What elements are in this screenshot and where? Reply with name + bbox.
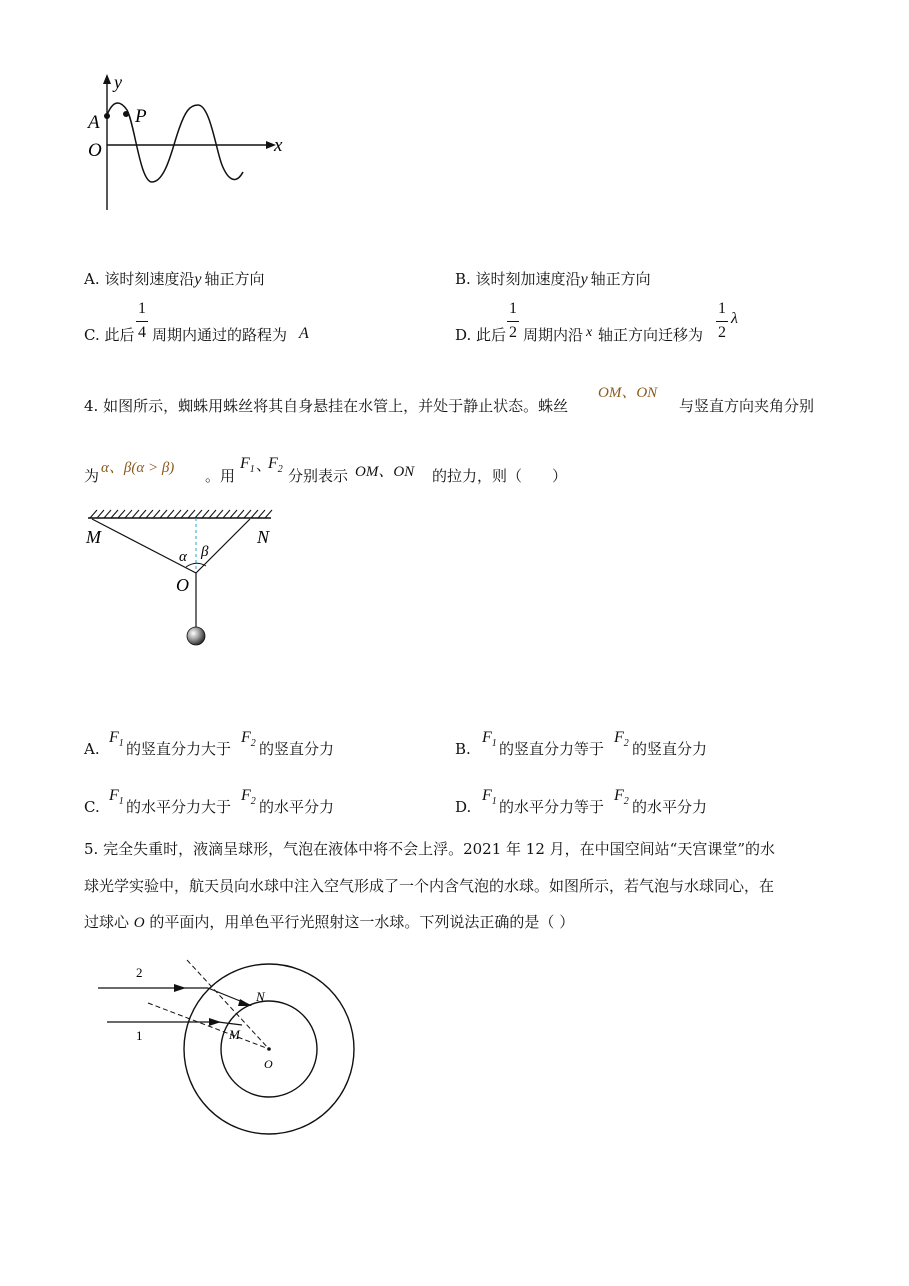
q4-option-a-f2: $F_2$ (241, 729, 256, 750)
q4-line2-mid: 。用 (205, 467, 236, 485)
q3-option-c-num: 1 (138, 300, 146, 317)
q4-angles: α、β(α > β) (101, 460, 175, 476)
q3-option-c-post: 周期内通过的路程为 (152, 326, 288, 344)
water-ball-figure (90, 955, 370, 1145)
q4-om-on2: OM、ON (355, 464, 415, 480)
q4-stem-line2 (84, 466, 99, 486)
wave-figure (80, 70, 300, 220)
ray-2-normal (187, 960, 269, 1049)
ray-1-refracted (218, 1022, 242, 1025)
y-axis-arrow (103, 74, 111, 84)
q4-option-d-end: 的水平分力 (632, 798, 708, 816)
q5-stem-line3 (84, 912, 574, 933)
a-label: A (88, 112, 100, 133)
q3-option-a-rest: 轴正方向 (204, 270, 265, 288)
n-label: N (257, 527, 270, 547)
q3-option-b-rest: 轴正方向 (590, 270, 651, 288)
q4-option-c-label: C. (84, 798, 100, 816)
q3-option-d-den2: 2 (718, 324, 726, 341)
q4-option-c-f2: $F_2$ (241, 787, 256, 808)
o-label-q5: O (264, 1057, 273, 1071)
q4-option-d-label: D. (455, 798, 472, 816)
ray-1-normal (148, 1003, 269, 1049)
q4-line2-mid2: 分别表示 (288, 467, 349, 485)
q4-stem-line1 (84, 396, 568, 416)
q4-option-d-mid: 的水平分力等于 (499, 798, 605, 816)
q3-option-b-text: B. 该时刻加速度沿 (455, 270, 581, 288)
fraction-bar (716, 321, 728, 322)
q4-sep: 、 (256, 456, 272, 474)
q3-option-c-fraction (136, 300, 148, 342)
q4-option-a-mid: 的竖直分力大于 (126, 740, 232, 758)
q4-option-b-label: B. (455, 740, 471, 758)
spider-figure (80, 505, 280, 655)
q3-option-d-mid2: 轴正方向迁移为 (598, 326, 704, 344)
y-label: y (114, 72, 122, 92)
q3-option-b-var: y (580, 271, 588, 288)
q3-option-b[interactable] (455, 269, 651, 290)
q5-line3-post: 的平面内，用单色平行光照射这一水球。下列说法正确的是（ ） (149, 913, 575, 931)
q4-option-c-mid: 的水平分力大于 (126, 798, 232, 816)
q3-option-d-den: 2 (509, 324, 517, 341)
q5-stem-line2: 球光学实验中，航天员向水球中注入空气形成了一个内含气泡的水球。如图所示，若气泡与水球同心，在 (84, 877, 775, 895)
p-label: P (135, 106, 147, 127)
q3-option-c-var: A (299, 325, 309, 342)
q4-option-c-f1: $F_1$ (109, 787, 124, 808)
q4-option-c-end: 的水平分力 (259, 798, 335, 816)
point-a (104, 113, 110, 119)
ray-1-label: 1 (136, 1028, 143, 1043)
q4-f2: $F_2$ (268, 455, 283, 476)
fraction-bar (507, 321, 519, 322)
q3-option-a-text: A. 该时刻速度沿 (84, 270, 195, 288)
q5-line3-pre: 过球心 (84, 913, 130, 931)
n-label-q5: N (256, 989, 265, 1004)
m-label: M (86, 527, 101, 547)
spider-ball (187, 627, 205, 645)
q4-option-a-f1: $F_1$ (109, 729, 124, 750)
q4-om-on: OM、ON (598, 385, 658, 401)
q3-option-d-fraction (507, 300, 519, 342)
q3-option-d-fraction2 (716, 300, 728, 342)
q3-option-c-pre: C. 此后 (84, 326, 135, 344)
beta-label: β (201, 544, 209, 560)
q3-option-d-lambda: λ (731, 310, 738, 327)
o-label: O (88, 140, 102, 161)
q3-option-d-num2: 1 (718, 300, 726, 317)
q3-option-d-mid1: 周期内沿 (523, 326, 584, 344)
o-label-q4: O (176, 575, 189, 595)
ray-2-label: 2 (136, 965, 143, 980)
m-label-q5: M (229, 1027, 240, 1042)
q3-option-a-var: y (194, 271, 202, 288)
q3-option-a[interactable] (84, 269, 265, 290)
pipe-hatch (90, 510, 272, 518)
q4-line1-end: 与竖直方向夹角分别 (679, 397, 815, 415)
q4-f1: $F_1$ (240, 455, 255, 476)
alpha-label: α (179, 549, 187, 565)
ray-2-arrow (174, 984, 186, 992)
x-label: x (274, 135, 283, 156)
q4-option-d-f1: $F_1$ (482, 787, 497, 808)
q4-option-b-f1: $F_1$ (482, 729, 497, 750)
fraction-bar (136, 321, 148, 322)
q4-option-a-label: A. (84, 740, 100, 758)
q3-option-d-pre: D. 此后 (455, 326, 507, 344)
q3-option-d-var: x (586, 325, 593, 340)
q4-option-b-end: 的竖直分力 (632, 740, 708, 758)
point-p (123, 111, 129, 117)
q4-line1-text: 4. 如图所示，蜘蛛用蛛丝将其自身悬挂在水管上，并处于静止状态。蛛丝 (84, 397, 569, 415)
q3-option-d-num: 1 (509, 300, 517, 317)
q5-stem-line1: 5. 完全失重时，液滴呈球形，气泡在液体中将不会上浮。2021 年 12 月，在中国空间站“天宫课堂”的水 (84, 840, 775, 858)
q3-option-c-den: 4 (138, 324, 146, 341)
q3-option-d[interactable] (455, 298, 755, 348)
q4-line2-pre: 为 (84, 467, 100, 485)
q4-option-a-end: 的竖直分力 (259, 740, 335, 758)
q4-option-d-f2: $F_2$ (614, 787, 629, 808)
q4-option-c[interactable] (84, 786, 404, 816)
q4-option-b-mid: 的竖直分力等于 (499, 740, 605, 758)
q4-line2-end: 的拉力，则（ ） (432, 467, 568, 485)
q5-line3-var: O (133, 915, 145, 931)
q3-option-c[interactable] (84, 298, 384, 348)
q4-option-a[interactable] (84, 728, 404, 758)
q4-option-b[interactable] (455, 728, 775, 758)
q4-option-d[interactable] (455, 786, 775, 816)
ray-2-refracted-arrow (238, 999, 252, 1006)
q4-option-b-f2: $F_2$ (614, 729, 629, 750)
